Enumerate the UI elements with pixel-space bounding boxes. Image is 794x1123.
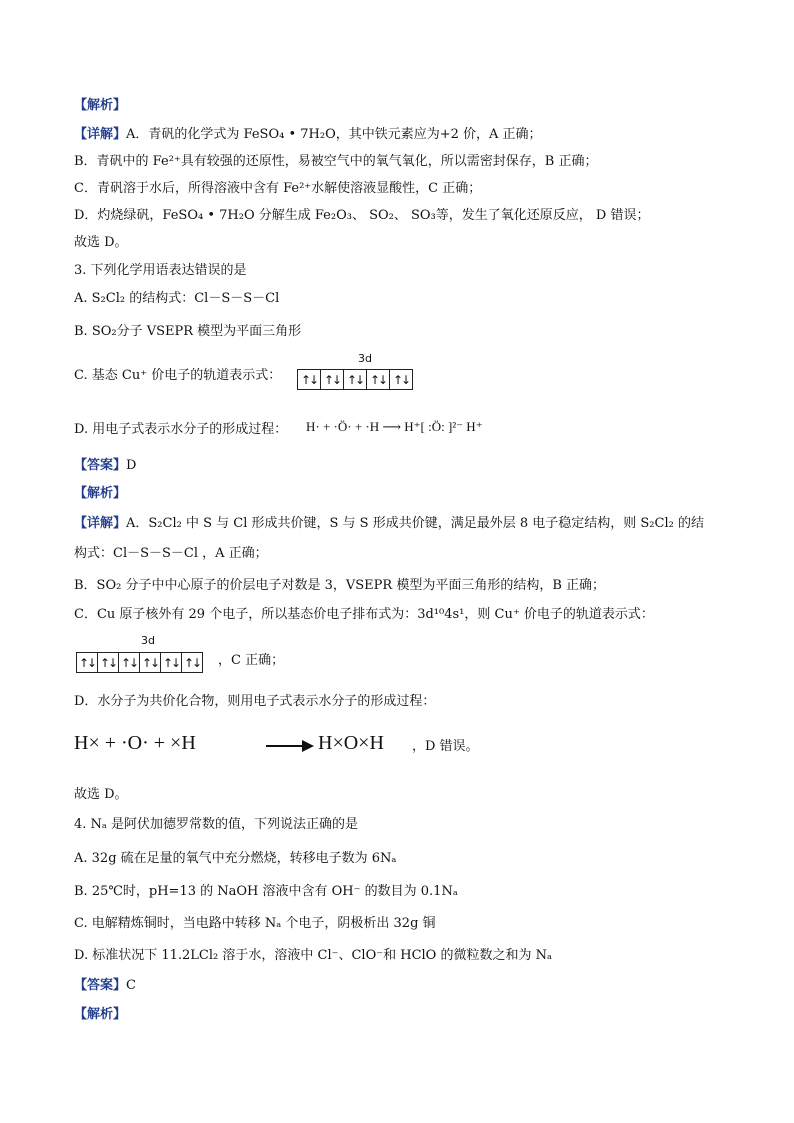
- orbital-label: 3d: [358, 352, 372, 365]
- detail-3-c-tail: ，C 正确；: [218, 653, 285, 668]
- detail-text: A．S₂Cl₂ 中 S 与 Cl 形成共价键，S 与 S 形成共价键，满足最外层 8 电子稳定结构，则 S₂Cl₂ 的结: [126, 516, 704, 531]
- detail-3-d-tail: ，D 错误。: [412, 739, 479, 754]
- q3-option-a: A. S₂Cl₂ 的结构式：Cl－S－S－Cl: [74, 291, 280, 306]
- orbital-diagram-2: [76, 652, 203, 673]
- detail-line-b: B．青矾中的 Fe²⁺具有较强的还原性，易被空气中的氧气氧化，所以需密封保存，B 正确；: [74, 154, 598, 169]
- orbital-cell: ↑↓: [367, 370, 390, 389]
- orbital-label-2: 3d: [141, 634, 155, 647]
- orbital-cell: ↑↓: [344, 370, 367, 389]
- detail-3-b: B．SO₂ 分子中中心原子的价层电子对数是 3，VSEPR 模型为平面三角形的结构，B 正确；: [74, 578, 606, 593]
- question-4: 4. Nₐ 是阿伏加德罗常数的值，下列说法正确的是: [74, 817, 359, 832]
- detail-line: [74, 126, 542, 144]
- answer-heading: 【答案】: [74, 458, 127, 473]
- q4-option-b: B. 25℃时，pH=13 的 NaOH 溶液中含有 OH⁻ 的数目为 0.1Nₐ: [74, 884, 458, 899]
- orbital-cell: ↑↓: [161, 653, 182, 672]
- detail-3-c: C．Cu 原子核外有 29 个电子，所以基态价电子排布式为：3d¹⁰4s¹，则 Cu⁺ 价电子的轨道表示式：: [74, 607, 654, 622]
- detail-3-a: [74, 515, 704, 533]
- q3-option-b: B. SO₂分子 VSEPR 模型为平面三角形: [74, 324, 302, 339]
- detail-3-a2: 构式：Cl－S－S－Cl ，A 正确；: [74, 546, 268, 561]
- q3-d-formula: H· + ·Ö· + ·H ⟶ H⁺[ :Ö: ]²⁻ H⁺: [306, 419, 483, 434]
- orbital-cell: ↑↓: [98, 653, 119, 672]
- q3-option-c: C. 基态 Cu⁺ 价电子的轨道表示式：: [74, 368, 282, 383]
- orbital-diagram: [297, 369, 413, 390]
- answer-heading: 【答案】: [74, 978, 127, 993]
- orbital-cell: ↑↓: [77, 653, 98, 672]
- orbital-cell: ↑↓: [298, 370, 321, 389]
- q4-option-a: A. 32g 硫在足量的氧气中充分燃烧，转移电子数为 6Nₐ: [74, 851, 397, 866]
- reaction-arrow-icon: [264, 736, 316, 756]
- q3-option-d: D. 用电子式表示水分子的形成过程：: [74, 422, 288, 437]
- detail-line-d: D．灼烧绿矾，FeSO₄ • 7H₂O 分解生成 Fe₂O₃、 SO₂、 SO₃等，发生了氧化还原反应， D 错误；: [74, 208, 650, 223]
- conclusion: 故选 D。: [74, 235, 128, 250]
- answer-value: D: [126, 458, 137, 473]
- big-formula-left: H× + ·O· + ×H: [74, 732, 196, 754]
- analysis-heading-3: 【解析】: [74, 486, 127, 501]
- detail-heading: 【详解】: [74, 516, 127, 531]
- answer-value: C: [126, 978, 136, 993]
- analysis-heading-4: 【解析】: [74, 1007, 127, 1022]
- big-formula-right: H×O×H: [318, 732, 384, 754]
- answer-4: [74, 977, 136, 995]
- q4-option-d: D. 标准状况下 11.2LCl₂ 溶于水，溶液中 Cl⁻、ClO⁻和 HClO 的微粒数之和为 Nₐ: [74, 948, 552, 963]
- orbital-cell: ↑↓: [321, 370, 344, 389]
- detail-line-c: C．青矾溶于水后，所得溶液中含有 Fe²⁺水解使溶液显酸性，C 正确；: [74, 181, 482, 196]
- q4-option-c: C. 电解精炼铜时，当电路中转移 Nₐ 个电子，阴极析出 32g 铜: [74, 916, 436, 931]
- answer-3: [74, 457, 136, 475]
- detail-3-d: D．水分子为共价化合物，则用电子式表示水分子的形成过程：: [74, 694, 436, 709]
- question-3: 3. 下列化学用语表达错误的是: [74, 263, 247, 278]
- orbital-cell: ↑↓: [183, 655, 201, 670]
- orbital-cell: ↑↓: [392, 372, 410, 387]
- analysis-heading: 【解析】: [74, 98, 127, 113]
- orbital-cell: ↑↓: [119, 653, 140, 672]
- orbital-cell: ↑↓: [140, 653, 161, 672]
- detail-heading: 【详解】: [74, 127, 127, 142]
- detail-text: A．青矾的化学式为 FeSO₄ • 7H₂O，其中铁元素应为+2 价，A 正确；: [126, 127, 542, 142]
- conclusion-3: 故选 D。: [74, 787, 128, 802]
